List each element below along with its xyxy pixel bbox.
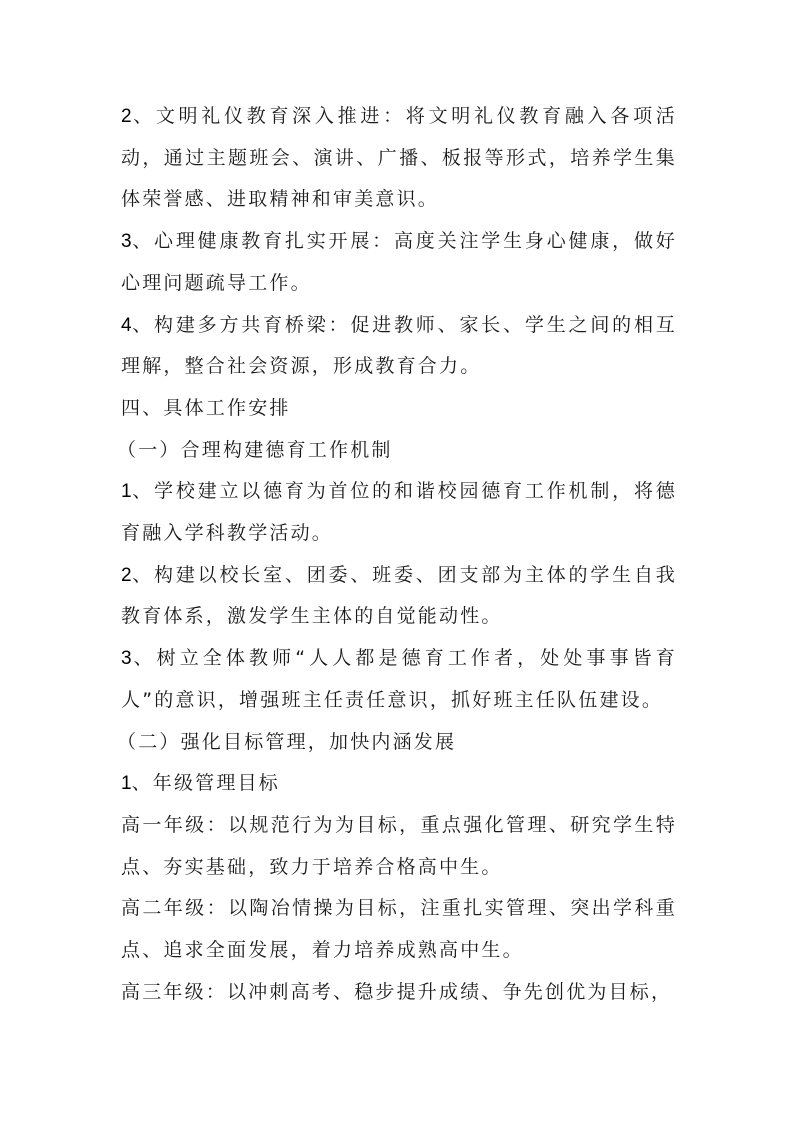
heading-text: 四、具体工作安排 [121, 396, 291, 419]
item-number: 4 [121, 314, 132, 336]
item-number: 2 [121, 564, 132, 586]
paragraph-text: 、心理健康教育扎实开展：高度关注学生身心健康，做好心理问题疏导工作。 [121, 230, 677, 294]
subsection-heading-target-management [117, 722, 677, 764]
paragraph-grade-targets-heading [121, 763, 677, 805]
paragraph-grade-12 [121, 972, 677, 1014]
paragraph-teacher-awareness [121, 638, 677, 721]
item-number: 3 [121, 648, 132, 670]
paragraph-text: 、构建多方共育桥梁：促进教师、家长、学生之间的相互理解，整合社会资源，形成教育合力。 [121, 313, 677, 378]
paragraph-text: 高一年级：以规范行为为目标，重点强化管理、研究学生特点、夯实基础，致力于培养合格高中生。 [121, 813, 677, 878]
section-heading-work-arrangement [121, 388, 677, 430]
paragraph-grade-10 [121, 805, 677, 888]
item-number: 1 [121, 773, 132, 795]
item-number: 1 [121, 481, 132, 503]
document-body [117, 96, 677, 1013]
paragraph-etiquette-education [121, 96, 677, 221]
item-number: 3 [121, 231, 132, 253]
paragraph-text: 、学校建立以德育为首位的和谐校园德育工作机制，将德育融入学科教学活动。 [121, 480, 677, 545]
paragraph-text: 、文明礼仪教育深入推进：将文明礼仪教育融入各项活动，通过主题班会、演讲、广播、板报等形式，培养学生集体荣誉感、进取精神和审美意识。 [121, 105, 677, 211]
heading-text: （二）强化目标管理，加快内涵发展 [117, 730, 457, 753]
item-number: 2 [121, 106, 132, 127]
paragraph-text: 、年级管理目标 [131, 772, 280, 795]
paragraph-grade-11 [121, 888, 677, 971]
paragraph-text: 、构建以校长室、团委、班委、团支部为主体的学生自我教育体系，激发学生主体的自觉能动性。 [121, 563, 677, 628]
paragraph-self-education-system [121, 555, 677, 638]
subsection-heading-mechanism [117, 430, 677, 472]
paragraph-mental-health [121, 221, 677, 304]
paragraph-text: 、树立全体教师“人人都是德育工作者，处处事事皆育人”的意识，增强班主任责任意识，抓好班主任队伍建设。 [121, 647, 677, 711]
paragraph-text: 高三年级：以冲刺高考、稳步提升成绩、争先创优为目标， [121, 980, 673, 1003]
paragraph-text: 高二年级：以陶冶情操为目标，注重扎实管理、突出学科重点、追求全面发展，着力培养成熟高中生。 [121, 897, 677, 962]
paragraph-co-education [121, 305, 677, 388]
heading-text: （一）合理构建德育工作机制 [117, 438, 393, 461]
paragraph-school-mechanism [121, 471, 677, 554]
